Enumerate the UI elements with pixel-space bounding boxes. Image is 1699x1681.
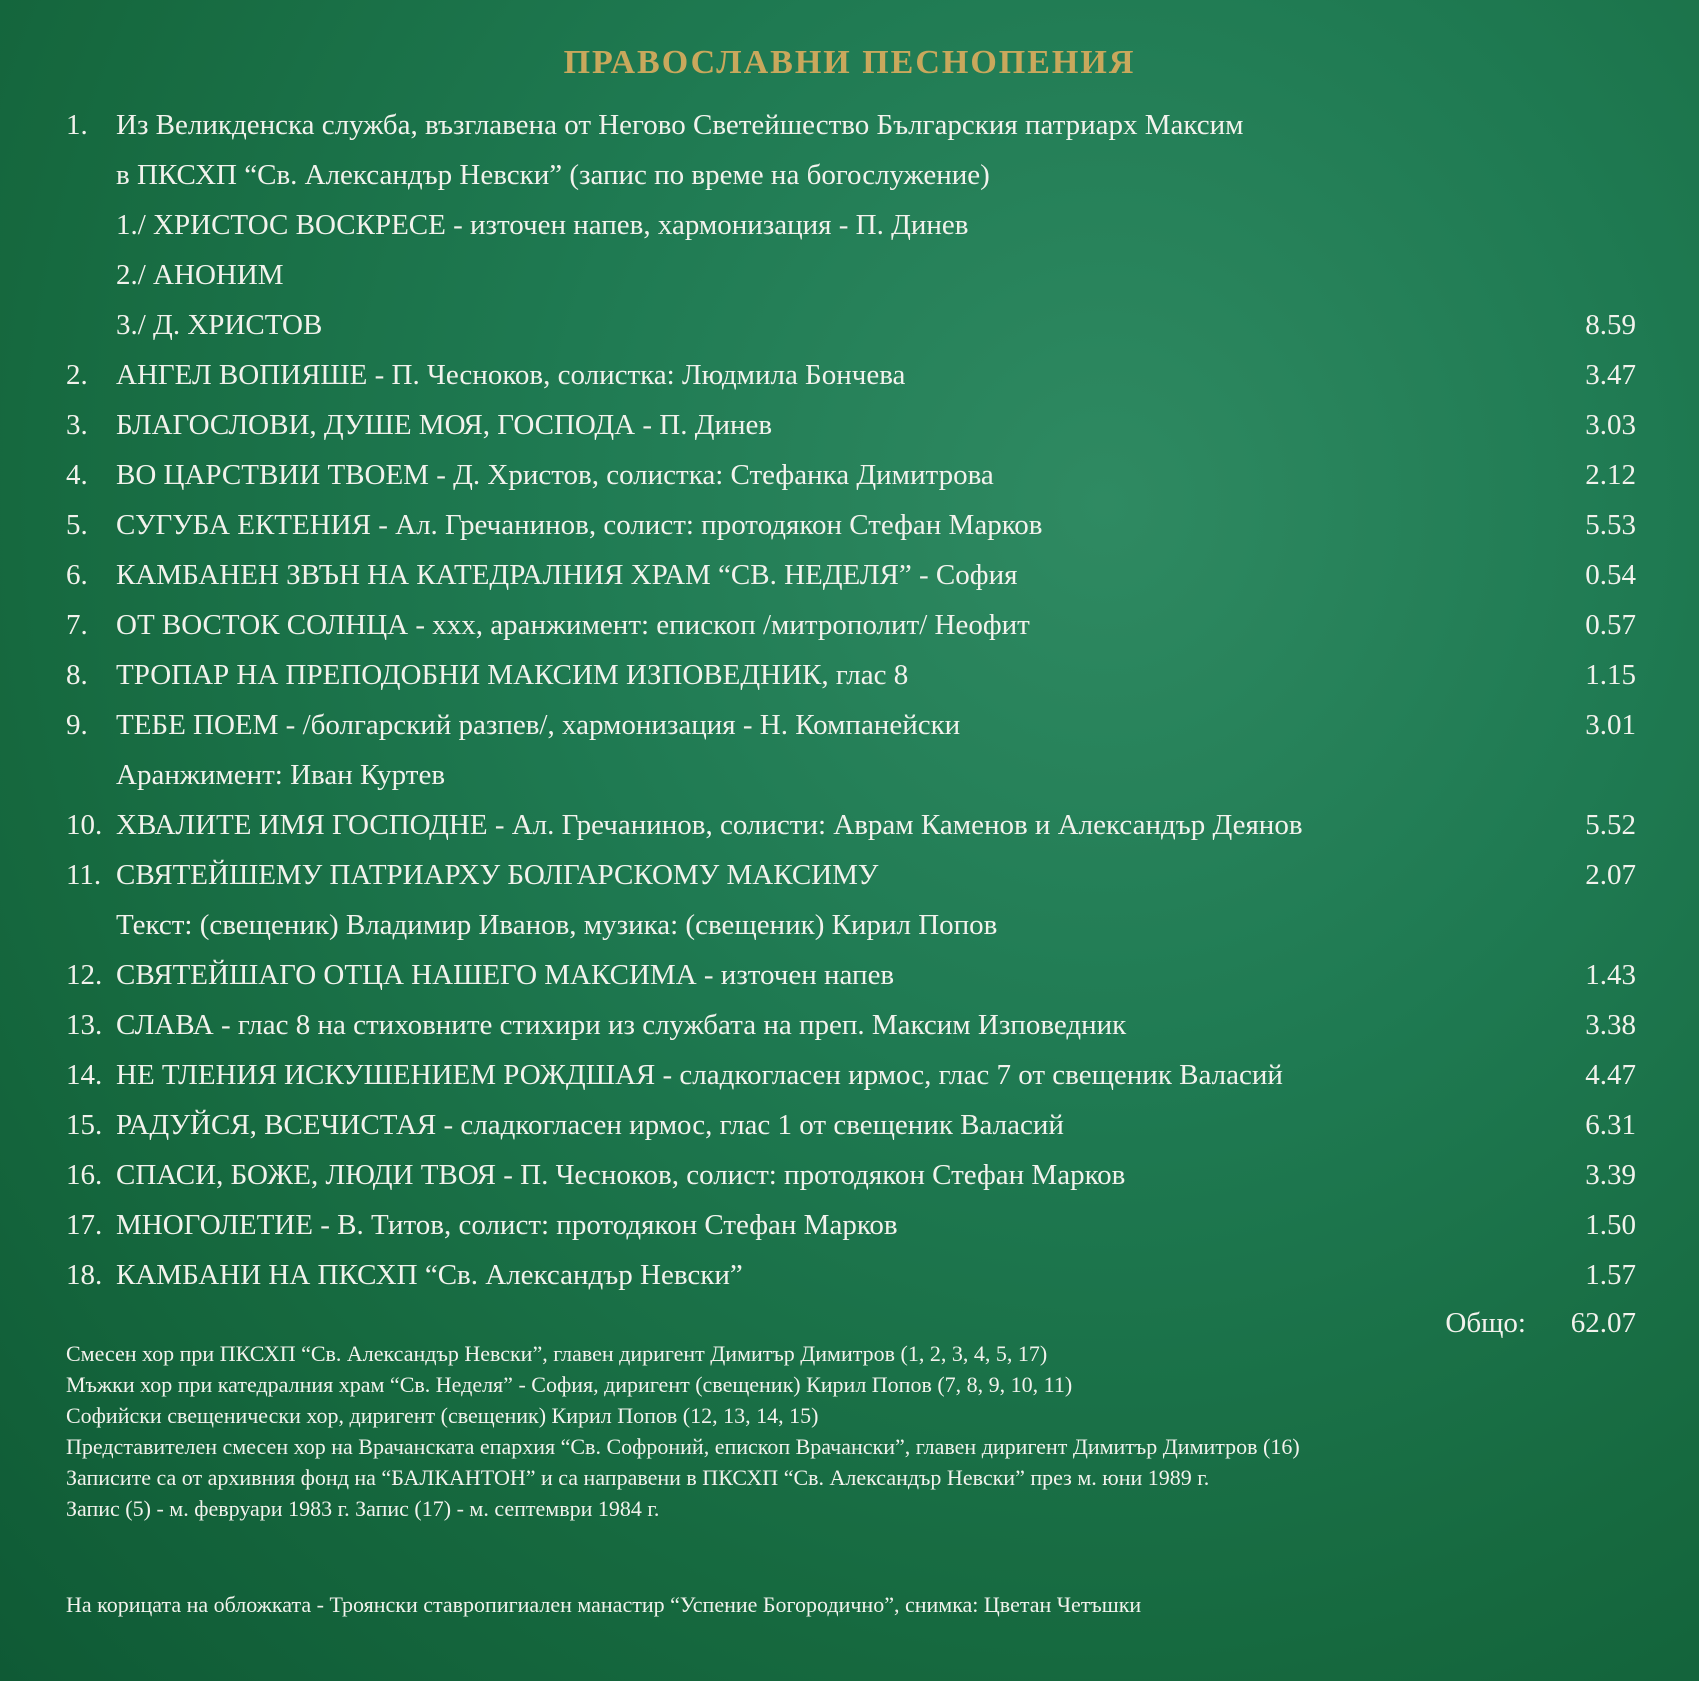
track-duration: 3.47: [1585, 359, 1636, 391]
track-title: КАМБАНИ НА ПКСХП “Св. Александър Невски”: [116, 1259, 743, 1291]
track-number: 18.: [66, 1259, 103, 1291]
track-number: 15.: [66, 1109, 103, 1141]
track-row: [66, 300, 1636, 350]
track-row: [66, 200, 1636, 250]
track-duration: 1.57: [1585, 1259, 1636, 1291]
track-row: [66, 1100, 1636, 1150]
track-title: 3./ Д. ХРИСТОВ: [116, 309, 323, 341]
credit-line: Записите са от архивния фонд на “БАЛКАНТОН” и са направени в ПКСХП “Св. Александър Невски” през м. юни 1989 г.: [66, 1465, 1210, 1490]
track-title: БЛАГОСЛОВИ, ДУШЕ МОЯ, ГОСПОДА - П. Динев: [116, 409, 773, 441]
track-number: 8.: [66, 659, 88, 691]
track-row: [66, 500, 1636, 550]
track-title: Аранжимент: Иван Куртев: [116, 759, 446, 791]
track-row: [66, 450, 1636, 500]
track-title: СПАСИ, БОЖЕ, ЛЮДИ ТВОЯ - П. Чесноков, солист: протодякон Стефан Марков: [116, 1159, 1126, 1191]
track-title: в ПКСХП “Св. Александър Невски” (запис по време на богослужение): [116, 159, 990, 191]
track-title: Текст: (свещеник) Владимир Иванов, музика: (свещеник) Кирил Попов: [116, 909, 998, 941]
track-duration: 6.31: [1585, 1109, 1636, 1141]
track-row: [66, 350, 1636, 400]
track-row: [66, 1050, 1636, 1100]
track-duration: 0.57: [1585, 609, 1636, 641]
track-duration: 3.03: [1585, 409, 1636, 441]
track-title: 2./ АНОНИМ: [116, 259, 284, 291]
track-number: 7.: [66, 609, 88, 641]
track-number: 16.: [66, 1159, 103, 1191]
track-number: 4.: [66, 459, 88, 491]
track-duration: 3.01: [1585, 709, 1636, 741]
track-duration: 4.47: [1585, 1059, 1636, 1091]
page-title: ПРАВОСЛАВНИ ПЕСНОПЕНИЯ: [563, 44, 1136, 81]
track-duration: 2.07: [1585, 859, 1636, 891]
track-number: 14.: [66, 1059, 103, 1091]
track-title: ОТ ВОСТОК СОЛНЦА - xxx, аранжимент: епископ /митрополит/ Неофит: [116, 609, 1030, 641]
track-duration: 0.54: [1585, 559, 1636, 591]
track-title: ТЕБЕ ПОЕМ - /болгарский разпев/, хармонизация - Н. Компанейски: [116, 709, 961, 741]
track-number: 17.: [66, 1209, 103, 1241]
track-title: ХВАЛИТЕ ИМЯ ГОСПОДНЕ - Ал. Гречанинов, солисти: Аврам Каменов и Александър Деянов: [116, 809, 1303, 841]
track-number: 6.: [66, 559, 88, 591]
track-number: 9.: [66, 709, 88, 741]
track-row: [66, 1200, 1636, 1250]
track-number: 5.: [66, 509, 88, 541]
track-number: 2.: [66, 359, 88, 391]
track-row: [66, 550, 1636, 600]
track-row: [66, 600, 1636, 650]
track-row: [66, 650, 1636, 700]
track-row: [66, 100, 1636, 150]
track-number: 13.: [66, 1009, 103, 1041]
track-title: МНОГОЛЕТИЕ - В. Титов, солист: протодякон Стефан Марков: [116, 1209, 898, 1241]
track-number: 3.: [66, 409, 88, 441]
credits-block: [66, 1338, 1666, 1524]
track-row: [66, 1250, 1636, 1300]
track-row: [66, 150, 1636, 200]
track-duration: 3.39: [1585, 1159, 1636, 1191]
track-title: ТРОПАР НА ПРЕПОДОБНИ МАКСИМ ИЗПОВЕДНИК, глас 8: [116, 659, 909, 691]
track-row: [66, 750, 1636, 800]
credit-line: Смесен хор при ПКСХП “Св. Александър Невски”, главен диригент Димитър Димитров (1, 2, 3, 4, 5, 17): [66, 1341, 1048, 1366]
track-duration: 5.52: [1585, 809, 1636, 841]
track-row: [66, 400, 1636, 450]
track-title: АНГЕЛ ВОПИЯШЕ - П. Чесноков, солистка: Людмила Бончева: [116, 359, 906, 391]
track-row: [66, 900, 1636, 950]
track-row: [66, 1000, 1636, 1050]
track-duration: 1.43: [1585, 959, 1636, 991]
track-row: [66, 850, 1636, 900]
track-number: 1.: [66, 109, 88, 141]
track-row: [66, 1150, 1636, 1200]
track-number: 11.: [66, 859, 102, 891]
track-row: [66, 950, 1636, 1000]
track-title: СЛАВА - глас 8 на стиховните стихири из службата на преп. Максим Изповедник: [116, 1009, 1127, 1041]
credit-line: Мъжки хор при катедралния храм “Св. Неделя” - София, диригент (свещеник) Кирил Попов (7, 8, 9, 10, 11): [66, 1372, 1073, 1397]
track-title: СВЯТЕЙШЕМУ ПАТРИАРХУ БОЛГАРСКОМУ МАКСИМУ: [116, 859, 879, 891]
track-row: [66, 250, 1636, 300]
credit-line: Представителен смесен хор на Врачанската епархия “Св. Софроний, епископ Врачански”, главен диригент Димитър Димитров (16): [66, 1434, 1300, 1459]
track-title: НЕ ТЛЕНИЯ ИСКУШЕНИЕМ РОЖДШАЯ - сладкогласен ирмос, глас 7 от свещеник Валасий: [116, 1059, 1283, 1091]
track-title: Из Великденска служба, възглавена от Негово Светейшество Българския патриарх Максим: [116, 109, 1244, 141]
total-label: Общо:: [1445, 1307, 1526, 1339]
track-number: 12.: [66, 959, 103, 991]
track-title: 1./ ХРИСТОС ВОСКРЕСЕ - източен напев, хармонизация - П. Динев: [116, 209, 969, 241]
track-title: СУГУБА ЕКТЕНИЯ - Ал. Гречанинов, солист: протодякон Стефан Марков: [116, 509, 1043, 541]
track-duration: 3.38: [1585, 1009, 1636, 1041]
track-title: КАМБАНЕН ЗВЪН НА КАТЕДРАЛНИЯ ХРАМ “СВ. НЕДЕЛЯ” - София: [116, 559, 1018, 591]
credit-line: Софийски свещенически хор, диригент (свещеник) Кирил Попов (12, 13, 14, 15): [66, 1403, 819, 1428]
track-duration: 1.50: [1585, 1209, 1636, 1241]
credit-line: Запис (5) - м. февруари 1983 г. Запис (17) - м. септември 1984 г.: [66, 1496, 660, 1521]
track-title: ВО ЦАРСТВИИ ТВОЕМ - Д. Христов, солистка: Стефанка Димитрова: [116, 459, 994, 491]
track-list: [66, 100, 1636, 1346]
cover-note: На корицата на обложката - Троянски ставропигиален манастир “Успение Богородично”, снимка: Цветан Четъшки: [66, 1592, 1142, 1617]
track-duration: 5.53: [1585, 509, 1636, 541]
track-title: СВЯТЕЙШАГО ОТЦА НАШЕГО МАКСИМА - източен напев: [116, 959, 895, 991]
track-row: [66, 800, 1636, 850]
track-duration: 1.15: [1585, 659, 1636, 691]
track-row: [66, 700, 1636, 750]
total-value: 62.07: [1570, 1307, 1636, 1339]
track-duration: 8.59: [1585, 309, 1636, 341]
track-number: 10.: [66, 809, 103, 841]
track-duration: 2.12: [1585, 459, 1636, 491]
track-title: РАДУЙСЯ, ВСЕЧИСТАЯ - сладкогласен ирмос, глас 1 от свещеник Валасий: [116, 1109, 1064, 1141]
